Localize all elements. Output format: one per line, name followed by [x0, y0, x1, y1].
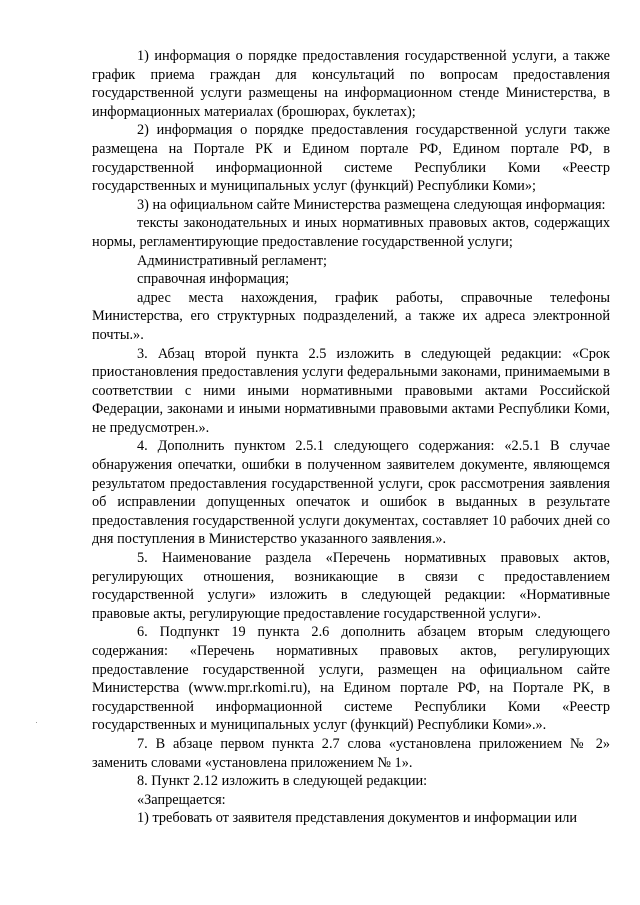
document-page [92, 47, 610, 828]
paragraph-2: 2) информация о порядке предоставления государственной услуги также размещена на Портале РК и Едином портале РФ, Едином портале РФ, в государственной информационной системе Республики Коми «Реестр государственных и муниципальных услуг (функций) Республики Коми»; [92, 122, 610, 195]
paragraph-8: 3. Абзац второй пункта 2.5 изложить в следующей редакции: «Срок приостановления предоставления услуги федеральными законами, принимаемыми в соответствии с ними иными нормативными правовыми актами Российской Федерации, законами и иными нормативными правовыми актами Республики Коми, не предусмотрен.». [92, 345, 610, 436]
paragraph-13: 8. Пункт 2.12 изложить в следующей редакции: [137, 773, 428, 790]
paragraph-3: 3) на официальном сайте Министерства размещена следующая информация: [137, 196, 606, 213]
paragraph-4: тексты законодательных и иных нормативных правовых актов, содержащих нормы, регламентирующие предоставление государственной услуги; [92, 215, 610, 250]
paragraph-6: справочная информация; [137, 271, 290, 288]
paragraph-7: адрес места нахождения, график работы, справочные телефоны Министерства, его структурных подразделений, а также их адреса электронной почты.». [92, 289, 610, 343]
paragraph-9: 4. Дополнить пунктом 2.5.1 следующего содержания: «2.5.1 В случае обнаружения опечатки, ошибки в полученном заявителем документе, являющемся результатом предоставления государственной услуги, срок рассмотрения заявления об исправлении допущенных опечаток и ошибок в выданных в результате предоставления государственной услуги документах, составляет 10 рабочих дней со дня поступления в Министерство указанного заявления.». [92, 438, 610, 548]
paragraph-14: «Запрещается: [137, 791, 226, 808]
paragraph-15: 1) требовать от заявителя представления документов и информации или [137, 810, 578, 827]
scan-dot [36, 722, 37, 723]
paragraph-10: 5. Наименование раздела «Перечень нормативных правовых актов, регулирующих отношения, возникающие в связи с предоставлением государственной услуги» изложить в следующей редакции: «Нормативные правовые акты, регулирующие предоставление государственной услуги». [92, 550, 610, 622]
paragraph-1: 1) информация о порядке предоставления государственной услуги, а также график приема граждан для консультаций по вопросам предоставления государственной услуги размещены на информационном стенде Министерства, в информационных материалах (брошюрах, буклетах); [92, 48, 610, 120]
paragraph-12: 7. В абзаце первом пункта 2.7 слова «установлена приложением № 2» заменить словами «установлена приложением № 1». [92, 735, 610, 771]
paragraph-5: Административный регламент; [137, 252, 327, 269]
paragraph-11: 6. Подпункт 19 пункта 2.6 дополнить абзацем вторым следующего содержания: «Перечень нормативных правовых актов, регулирующих предоставление государственной услуги, размещен на официальном сайте Министерства (www.mpr.rkomi.ru), на Едином портале РФ, на Портале РК, в государственной информационной системе Республики Коми «Реестр государственных и муниципальных услуг (функций) Республики Коми».». [92, 624, 610, 734]
